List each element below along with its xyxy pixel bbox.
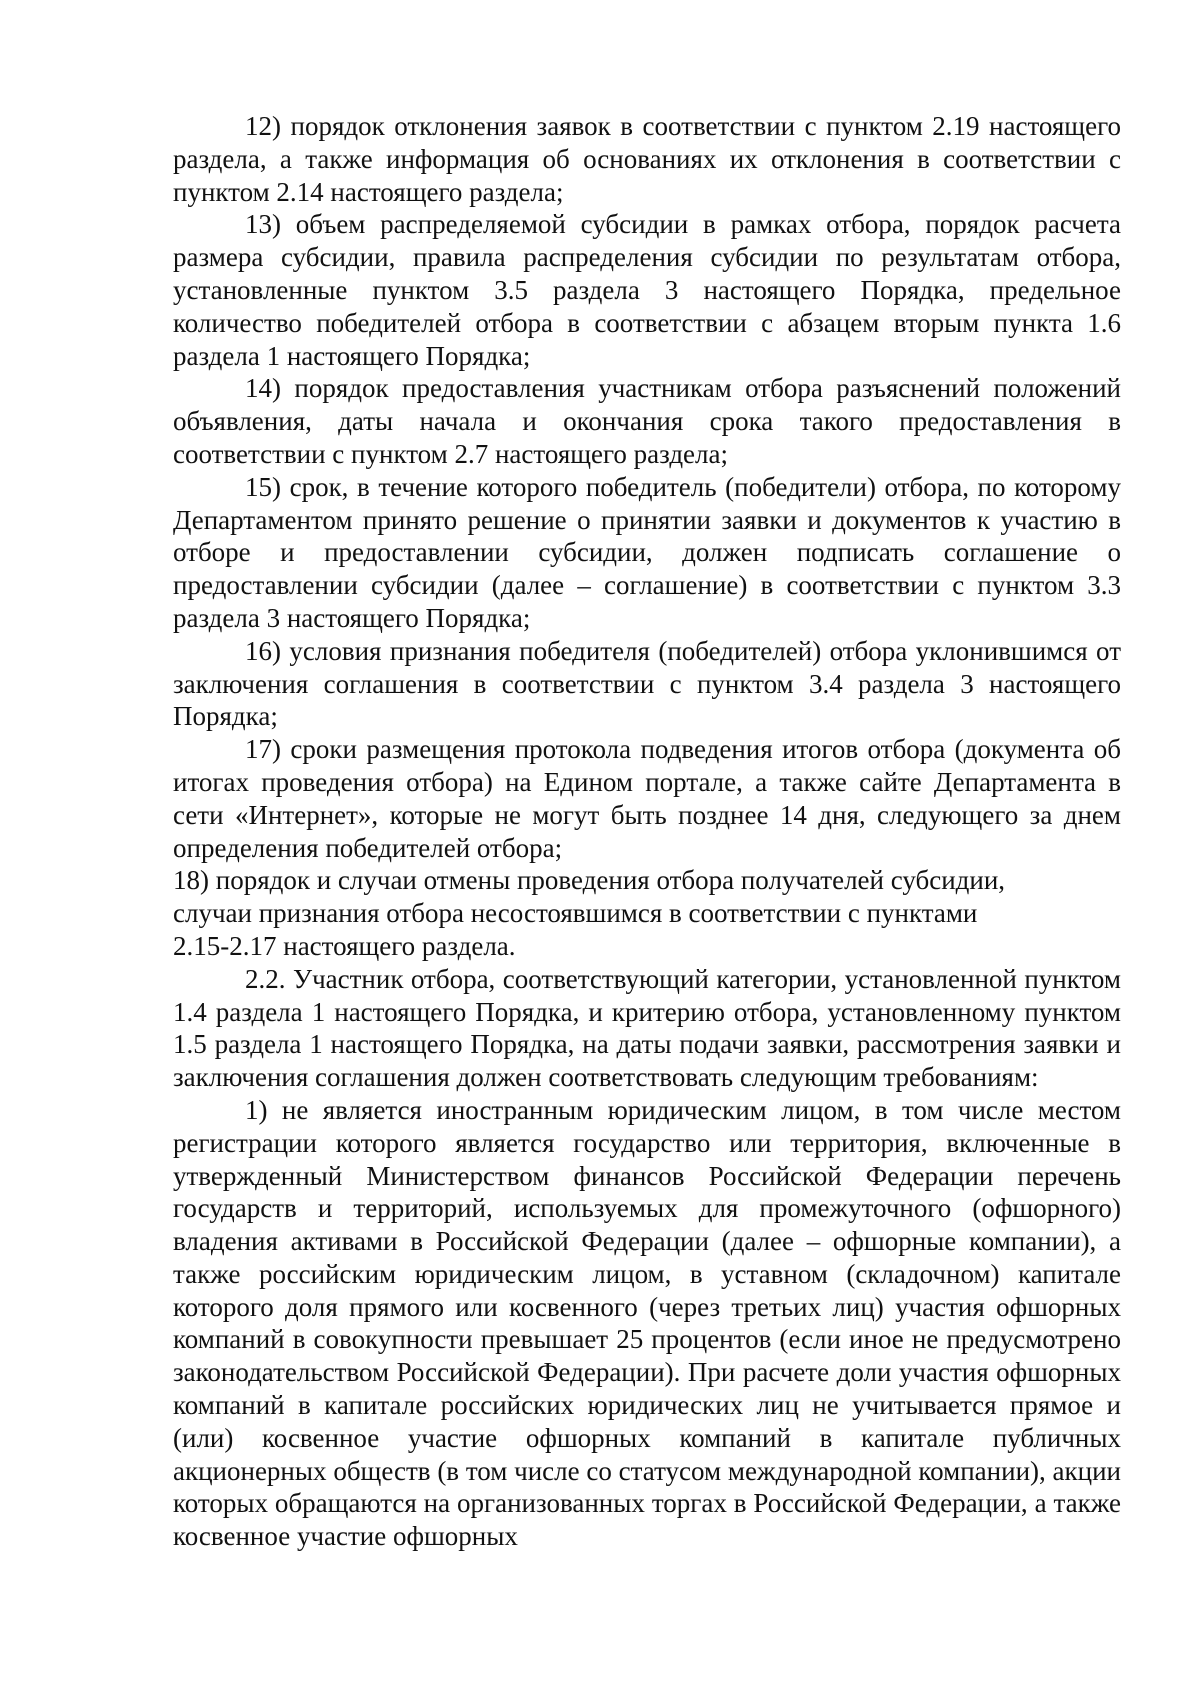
paragraph-item-16: 16) условия признания победителя (победителей) отбора уклонившимся от заключения соглашения в соответствии с пунктом 3.4 раздела 3 настоящего Порядка; [173,635,1121,732]
paragraph-item-13: 13) объем распределяемой субсидии в рамках отбора, порядок расчета размера субсидии, правила распределения субсидии по результатам отбора, установленные пунктом 3.5 раздела 3 настоящего Порядка, предельное количество победителей отбора в соответствии с абзацем вторым пункта 1.6 раздела 1 настоящего Порядка; [173,209,1121,371]
paragraph-item-17: 17) сроки размещения протокола подведения итогов отбора (документа об итогах проведения отбора) на Едином портале, а также сайте Департамента в сети «Интернет», которые не могут быть позднее 14 дня, следующего за днем определения победителей отбора; [173,734,1121,863]
paragraph-requirement-1: 1) не является иностранным юридическим лицом, в том числе местом регистрации которого является государство или территория, включенные в утвержденный Министерством финансов Российской Федерации перечень государств и территорий, используемых для промежуточного (офшорного) владения активами в Российской Федерации (далее – офшорные компании), а также российским юридическим лицом, в уставном (складочном) капитале которого доля прямого или косвенного (через третьих лиц) участия офшорных компаний в совокупности превышает 25 процентов (если иное не предусмотрено законодательством Российской Федерации). При расчете доли участия офшорных компаний в капитале российских юридических лиц не учитывается прямое и (или) косвенное участие офшорных компаний в капитале публичных акционерных обществ (в том числе со статусом международной компании), акции которых обращаются на организованных торгах в Российской Федерации, а также косвенное участие офшорных [173,1094,1121,1552]
paragraph-item-14: 14) порядок предоставления участникам отбора разъяснений положений объявления, даты начала и окончания срока такого предоставления в соответствии с пунктом 2.7 настоящего раздела; [173,373,1121,469]
document-page [173,110,1121,1553]
paragraph-item-18: 18) порядок и случаи отмены проведения отбора получателей субсидии, случаи признания отбора несостоявшимся в соответствии с пунктами 2.15-2.17 настоящего раздела. [173,865,1006,961]
paragraph-item-12: 12) порядок отклонения заявок в соответствии с пунктом 2.19 настоящего раздела, а также информация об основаниях их отклонения в соответствии с пунктом 2.14 настоящего раздела; [173,111,1121,207]
paragraph-clause-2-2: 2.2. Участник отбора, соответствующий категории, установленной пунктом 1.4 раздела 1 настоящего Порядка, и критерию отбора, установленному пунктом 1.5 раздела 1 настоящего Порядка, на даты подачи заявки, рассмотрения заявки и заключения соглашения должен соответствовать следующим требованиям: [173,963,1121,1093]
paragraph-item-15: 15) срок, в течение которого победитель (победители) отбора, по которому Департаментом принято решение о принятии заявки и документов к участию в отборе и предоставлении субсидии, должен подписать соглашение о предоставлении субсидии (далее – соглашение) в соответствии с пунктом 3.3 раздела 3 настоящего Порядка; [173,471,1121,633]
